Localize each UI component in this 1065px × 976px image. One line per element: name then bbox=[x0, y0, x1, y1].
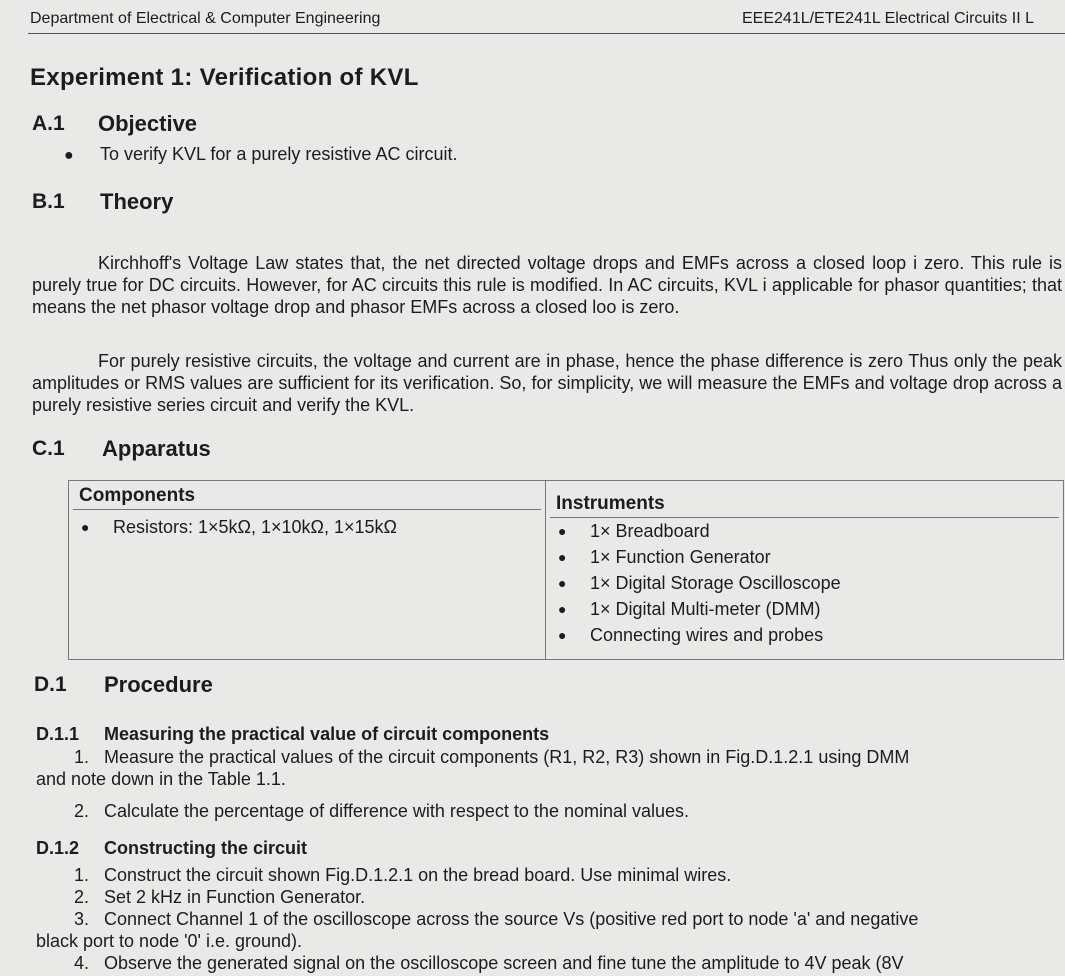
header-course: EEE241L/ETE241L Electrical Circuits II L bbox=[742, 10, 1034, 27]
subsection-d11-heading: Measuring the practical value of circuit components bbox=[104, 724, 550, 744]
component-text: Resistors: 1×5kΩ, 1×10kΩ, 1×15kΩ bbox=[113, 517, 398, 537]
step-text-continued: and note down in the Table 1.1. bbox=[36, 769, 286, 789]
section-b-number: B.1 bbox=[32, 190, 65, 213]
instruments-column bbox=[546, 481, 1064, 660]
step-number: 1. bbox=[74, 747, 90, 767]
theory-paragraph-1-text: Kirchhoff's Voltage Law states that, the net directed voltage drops and EMFs across a closed loop i zero. This rule is purely true for DC circuits. However, for AC circuits this rule is modified. In AC circuits, KVL i applicable for phasor quantities; that means the net phasor voltage drop and phasor EMFs across a closed loo is zero. bbox=[32, 253, 1062, 317]
header-department: Department of Electrical & Computer Engineering bbox=[30, 10, 381, 27]
section-a-number: A.1 bbox=[32, 112, 65, 135]
subsection-d12-number: D.1.2 bbox=[36, 838, 80, 858]
apparatus-table bbox=[68, 480, 1064, 660]
bullet-icon: ● bbox=[558, 627, 567, 643]
bullet-icon: ● bbox=[558, 549, 567, 565]
section-d-heading: Procedure bbox=[104, 672, 213, 697]
objective-text: To verify KVL for a purely resistive AC circuit. bbox=[100, 144, 458, 164]
section-d-number: D.1 bbox=[34, 673, 67, 696]
step-text: Set 2 kHz in Function Generator. bbox=[104, 887, 366, 907]
step-text: Calculate the percentage of difference with respect to the nominal values. bbox=[104, 801, 690, 821]
bullet-icon: ● bbox=[558, 575, 567, 591]
step-number: 3. bbox=[74, 909, 90, 929]
theory-paragraph-2-text: For purely resistive circuits, the voltage and current are in phase, hence the phase difference is zero Thus only the peak amplitudes or RMS values are sufficient for its verification. So, for simplicity, we will measure the EMFs and voltage drop across a purely resistive series circuit and verify the KVL. bbox=[32, 351, 1062, 415]
step-number: 2. bbox=[74, 887, 90, 907]
page-title: Experiment 1: Verification of KVL bbox=[30, 64, 419, 91]
instrument-text: Connecting wires and probes bbox=[590, 625, 824, 645]
step-text: Construct the circuit shown Fig.D.1.2.1 on the bread board. Use minimal wires. bbox=[104, 865, 732, 885]
bullet-icon: ● bbox=[64, 147, 74, 164]
instruments-header: Instruments bbox=[556, 493, 665, 514]
section-a-heading: Objective bbox=[98, 111, 198, 136]
header-divider bbox=[28, 33, 1065, 34]
components-column bbox=[69, 481, 546, 660]
step-text-continued: black port to node '0' i.e. ground). bbox=[36, 931, 303, 951]
instrument-text: 1× Digital Storage Oscilloscope bbox=[590, 573, 841, 593]
components-header-divider bbox=[73, 509, 541, 510]
subsection-d11-number: D.1.1 bbox=[36, 724, 80, 744]
subsection-d12-heading: Constructing the circuit bbox=[104, 838, 308, 858]
step-number: 2. bbox=[74, 801, 90, 821]
theory-paragraph-2 bbox=[32, 350, 1062, 416]
components-header: Components bbox=[79, 485, 196, 506]
section-c-heading: Apparatus bbox=[102, 436, 211, 461]
list-item bbox=[546, 518, 1063, 544]
step-text: Observe the generated signal on the oscilloscope screen and fine tune the amplitude to 4V peak (8V bbox=[104, 953, 904, 973]
step-text: Connect Channel 1 of the oscilloscope across the source Vs (positive red port to node 'a' and negative bbox=[104, 909, 919, 929]
list-item bbox=[546, 570, 1063, 596]
instrument-text: 1× Breadboard bbox=[590, 521, 710, 541]
instruments-list bbox=[546, 518, 1063, 648]
theory-paragraph-1 bbox=[32, 252, 1062, 318]
list-item bbox=[546, 622, 1063, 648]
bullet-icon: ● bbox=[81, 519, 90, 535]
step-number: 1. bbox=[74, 865, 90, 885]
section-c-number: C.1 bbox=[32, 437, 65, 460]
step-number: 4. bbox=[74, 953, 90, 973]
bullet-icon: ● bbox=[558, 523, 567, 539]
list-item bbox=[546, 544, 1063, 570]
instrument-text: 1× Digital Multi-meter (DMM) bbox=[590, 599, 821, 619]
instrument-text: 1× Function Generator bbox=[590, 547, 771, 567]
bullet-icon: ● bbox=[558, 601, 567, 617]
list-item bbox=[546, 596, 1063, 622]
section-b-heading: Theory bbox=[100, 189, 174, 214]
step-text: Measure the practical values of the circuit components (R1, R2, R3) shown in Fig.D.1.2.1 using DMM bbox=[104, 747, 910, 767]
list-item bbox=[69, 514, 545, 540]
components-list bbox=[69, 514, 545, 540]
